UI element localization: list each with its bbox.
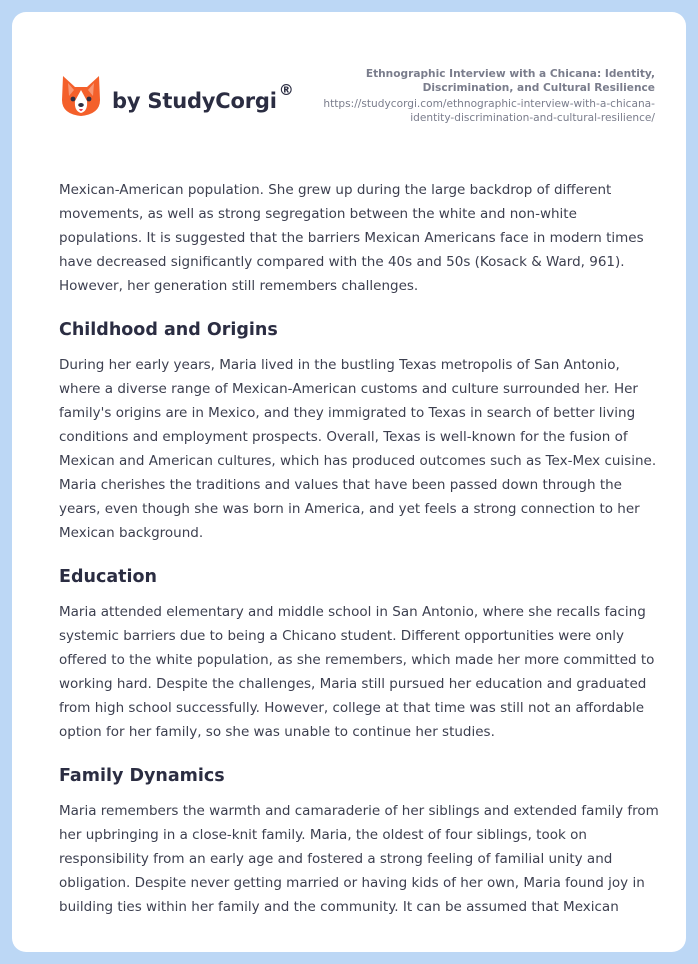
document-url[interactable]: https://studycorgi.com/ethnographic-interview-with-a-chicana-identity-discrimination-and-cultural-resilience/ — [323, 98, 655, 124]
section-heading-family: Family Dynamics — [59, 766, 225, 786]
intro-paragraph: Mexican-American population. She grew up during the large backdrop of different movements, as well as strong segregation between the white and non-white populations. It is suggested that the barriers Mexican Americans face in modern times have decreased significantly compared with the 40s and 50s (Kosack & Ward, 961). However, her generation still remembers challenges. — [59, 182, 644, 294]
registered-mark: ® — [278, 81, 294, 99]
section-heading-childhood: Childhood and Origins — [59, 320, 278, 340]
article-body — [59, 178, 659, 938]
brand-name: by StudyCorgi ® — [112, 81, 294, 113]
page-card — [12, 12, 686, 952]
section-text-education: Maria attended elementary and middle school in San Antonio, where she recalls facing systemic barriers due to being a Chicano student. Different opportunities were only offered to the white population, as she remembers, which made her more committed to working hard. Despite the challenges, Maria still pursued her education and graduated from high school successfully. However, college at that time was still not an affordable option for her family, so she was unable to continue her studies. — [59, 604, 655, 740]
corgi-icon — [60, 74, 102, 118]
section-text-childhood: During her early years, Maria lived in the bustling Texas metropolis of San Antonio, where a diverse range of Mexican-American customs and culture surrounded her. Her family's origins are in Mexico, and they immigrated to Texas in search of better living conditions and employment prospects. Overall, Texas is well-known for the fusion of Mexican and American cultures, which has produced outcomes such as Tex-Mex cuisine. Maria cherishes the traditions and values that have been passed down through the years, even though she was born in America, and yet feels a strong connection to her Mexican background. — [59, 357, 657, 541]
document-meta — [315, 67, 655, 125]
document-title: Ethnographic Interview with a Chicana: Identity, Discrimination, and Cultural Resilience — [365, 68, 655, 94]
section-heading-education: Education — [59, 567, 157, 587]
section-text-family: Maria remembers the warmth and camaraderie of her siblings and extended family from her upbringing in a close-knit family. Maria, the oldest of four siblings, took on responsibility from an early age and fostered a strong feeling of familial unity and obligation. Despite never getting married or having kids of her own, Maria found joy in building ties within her family and the community. It can be assumed that Mexican — [59, 803, 659, 915]
studycorgi-logo[interactable] — [60, 74, 294, 118]
